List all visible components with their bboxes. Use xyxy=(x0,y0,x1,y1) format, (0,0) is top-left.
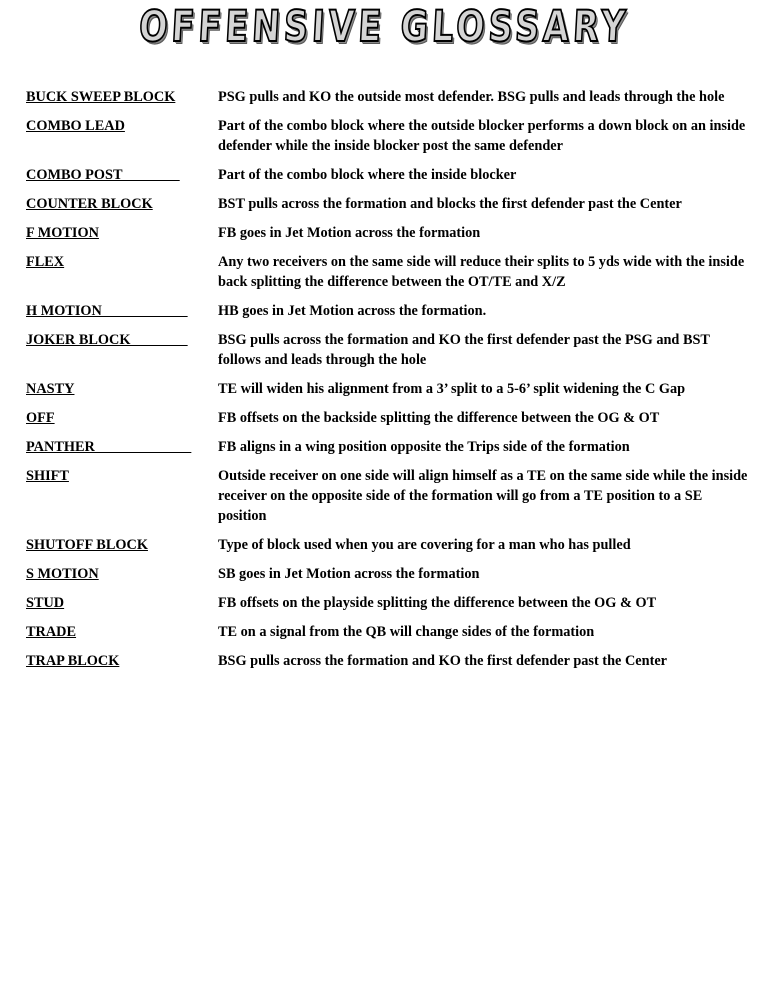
glossary-term: STUD xyxy=(26,595,65,611)
glossary-entry xyxy=(26,301,748,321)
glossary-definition: HB goes in Jet Motion across the formation. xyxy=(218,303,487,319)
glossary-definition: Part of the combo block where the inside blocker xyxy=(218,167,517,183)
glossary-definition: TE will widen his alignment from a 3’ split to a 5-6’ split widening the C Gap xyxy=(218,381,686,397)
glossary-definition: FB offsets on the backside splitting the difference between the OG & OT xyxy=(218,410,660,426)
glossary-entry xyxy=(26,564,748,584)
glossary-definition: BST pulls across the formation and blocks the first defender past the Center xyxy=(218,196,682,212)
glossary-definition: FB aligns in a wing position opposite the Trips side of the formation xyxy=(218,439,630,455)
glossary-term: COMBO POST xyxy=(26,167,180,183)
glossary-entry xyxy=(26,330,748,370)
glossary-entry xyxy=(26,437,748,457)
glossary-entry xyxy=(26,194,748,214)
glossary-term: JOKER BLOCK xyxy=(26,332,188,348)
glossary-entry xyxy=(26,622,748,642)
glossary-definition: SB goes in Jet Motion across the formation xyxy=(218,566,480,582)
glossary-term: H MOTION xyxy=(26,303,188,319)
glossary-entry xyxy=(26,651,748,671)
glossary-definition: BSG pulls across the formation and KO the first defender past the PSG and BST follows and leads through the hole xyxy=(218,332,710,368)
glossary-term: COMBO LEAD xyxy=(26,118,125,134)
glossary-term: FLEX xyxy=(26,254,65,270)
glossary-entry xyxy=(26,466,748,526)
title-banner xyxy=(0,2,768,52)
glossary-list xyxy=(26,87,748,680)
glossary-definition: TE on a signal from the QB will change sides of the formation xyxy=(218,624,595,640)
glossary-term: SHUTOFF BLOCK xyxy=(26,537,148,553)
glossary-entry xyxy=(26,593,748,613)
glossary-entry xyxy=(26,223,748,243)
glossary-entry xyxy=(26,165,748,185)
glossary-entry xyxy=(26,116,748,156)
glossary-entry xyxy=(26,379,748,399)
glossary-definition: Part of the combo block where the outside blocker performs a down block on an inside defender while the inside blocker post the same defender xyxy=(218,118,746,154)
glossary-term: COUNTER BLOCK xyxy=(26,196,153,212)
glossary-entry xyxy=(26,252,748,292)
glossary-term: SHIFT xyxy=(26,468,69,484)
glossary-term: OFF xyxy=(26,410,55,426)
glossary-entry xyxy=(26,87,748,107)
glossary-entry xyxy=(26,408,748,428)
glossary-definition: BSG pulls across the formation and KO the first defender past the Center xyxy=(218,653,668,669)
glossary-definition: FB goes in Jet Motion across the formation xyxy=(218,225,481,241)
glossary-term: S MOTION xyxy=(26,566,99,582)
glossary-term: NASTY xyxy=(26,381,75,397)
page-title: OFFENSIVE GLOSSARY xyxy=(137,2,631,52)
glossary-term: F MOTION xyxy=(26,225,99,241)
glossary-term: BUCK SWEEP BLOCK xyxy=(26,89,176,105)
glossary-definition: Outside receiver on one side will align himself as a TE on the same side while the inside receiver on the opposite side of the formation will go from a TE position to a SE position xyxy=(218,468,748,524)
glossary-term: TRAP BLOCK xyxy=(26,653,120,669)
glossary-definition: Any two receivers on the same side will reduce their splits to 5 yds wide with the inside back splitting the difference between the OT/TE and X/Z xyxy=(218,254,745,290)
definition-text: Type of block used when you are covering for a man who has pulled xyxy=(218,537,645,553)
glossary-definition xyxy=(218,535,748,555)
glossary-term: TRADE xyxy=(26,624,77,640)
glossary-term: PANTHER xyxy=(26,439,192,455)
glossary-entry xyxy=(26,535,748,555)
glossary-definition: FB offsets on the playside splitting the difference between the OG & OT xyxy=(218,595,657,611)
glossary-definition: PSG pulls and KO the outside most defender. BSG pulls and leads through the hole xyxy=(218,89,725,105)
